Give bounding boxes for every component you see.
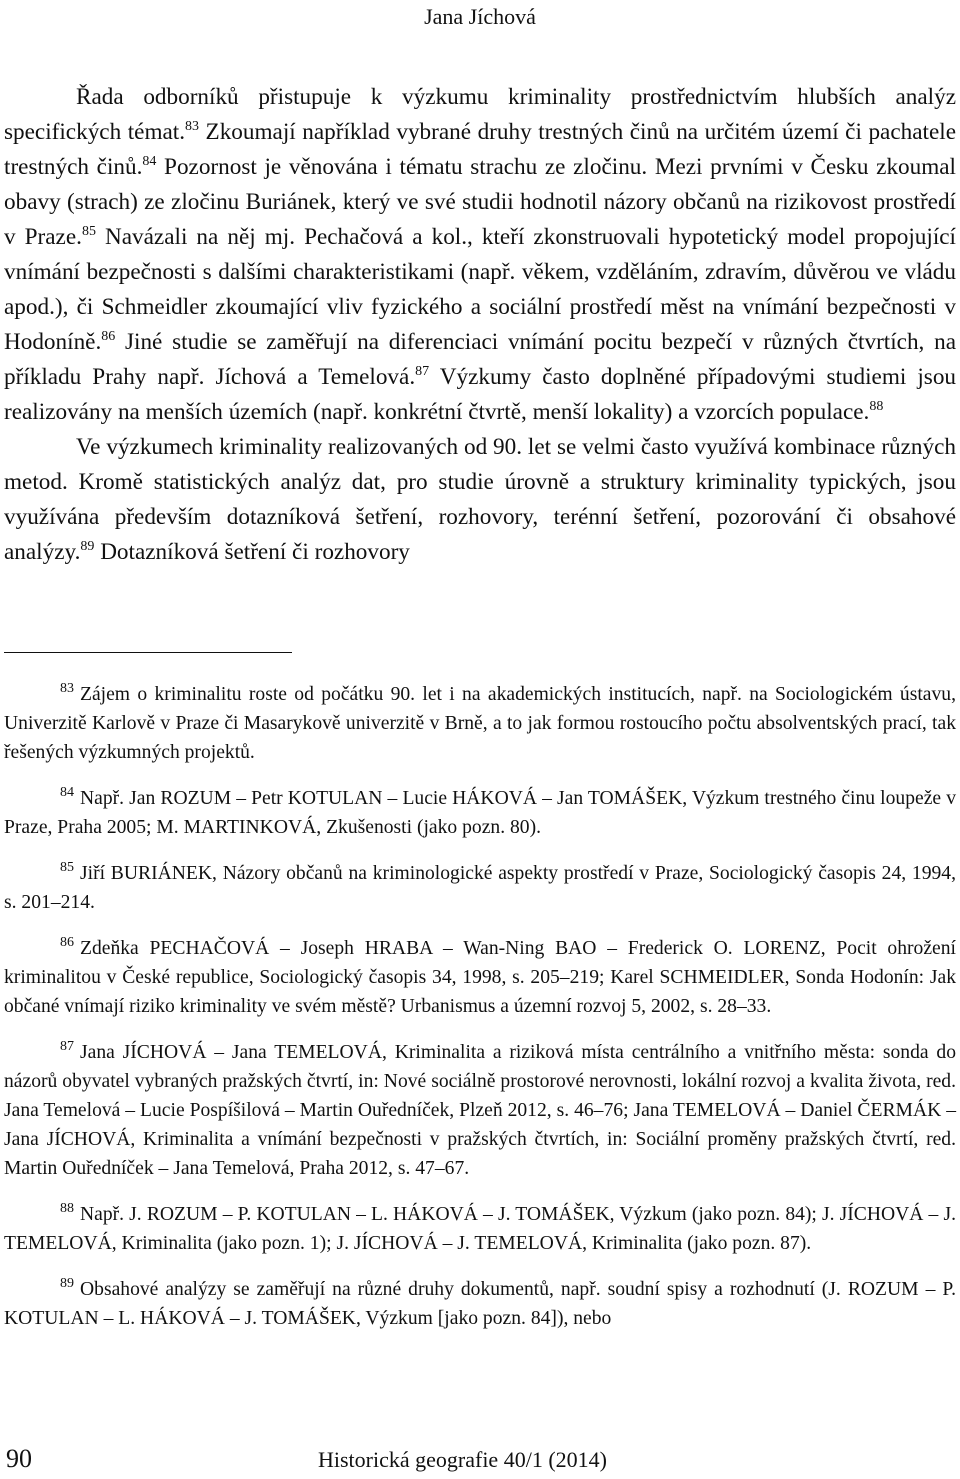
page-footer	[0, 1444, 960, 1476]
footnote-separator	[4, 652, 292, 653]
footnote-text: Zdeňka PECHAČOVÁ – Joseph HRABA – Wan-Ning BAO – Frederick O. LORENZ, Pocit ohrožení kriminalitou v České republice, Sociologický časopis 34, 1998, s. 205–219; Karel SCHMEIDLER, Sonda Hodonín: Jak občané vnímají riziko kriminality ve svém městě? Urbanismus a územní rozvoj 5, 2002, s. 28–33.	[4, 938, 956, 1017]
footnote-84	[4, 784, 956, 842]
footnote-number: 87	[60, 1039, 74, 1054]
footnote-ref-89[interactable]: 89	[80, 539, 95, 554]
footnote-ref-83[interactable]: 83	[185, 119, 200, 134]
footnote-86	[4, 934, 956, 1021]
footnote-ref-86[interactable]: 86	[101, 329, 116, 344]
footnote-number: 83	[60, 681, 74, 696]
footnote-text: Obsahové analýzy se zaměřují na různé druhy dokumentů, např. soudní spisy a rozhodnutí (J. ROZUM – P. KOTULAN – L. HÁKOVÁ – J. TOMÁŠEK, Výzkum [jako pozn. 84]), nebo	[4, 1279, 956, 1329]
footnote-number: 88	[60, 1201, 74, 1216]
footnote-ref-88[interactable]: 88	[869, 399, 884, 414]
footnote-ref-87[interactable]: 87	[415, 364, 430, 379]
footnote-text: Např. Jan ROZUM – Petr KOTULAN – Lucie HÁKOVÁ – Jan TOMÁŠEK, Výzkum trestného činu loupeže v Praze, Praha 2005; M. MARTINKOVÁ, Zkušenosti (jako pozn. 80).	[4, 788, 956, 838]
footnote-text: Jiří BURIÁNEK, Názory občanů na kriminologické aspekty prostředí v Praze, Sociologický časopis 24, 1994, s. 201–214.	[4, 863, 956, 913]
footnote-number: 84	[60, 785, 74, 800]
running-head: Jana Jíchová	[424, 4, 536, 29]
footnote-88	[4, 1200, 956, 1258]
footnote-number: 85	[60, 860, 74, 875]
paragraph-1: Řada odborníků přistupuje k výzkumu kriminality prostřednictvím hlubších analýz specifických témat.$^{83}$ Zkoumají například vybrané druhy trestných činů na určitém území či pachatele trestných činů.$^{84}$ Pozornost je věnována i tématu strachu ze zločinu. Mezi prvními v Česku zkoumal obavy (strach) ze zločinu Buriánek, který ve své studii hodnotil názory občanů na rizikovost prostředí v Praze.$^{85}$ Navázali na něj mj. Pechačová a kol., kteří zkonstruovali hypotetický model propojující vnímání bezpečnosti s dalšími charakteristikami (např. věkem, vzděláním, zdravím, důvěrou ve vládu apod.), či Schmeidler zkoumající vliv fyzického a sociální prostředí měst na vnímání bezpečnosti v Hodoníně.$^{86}$ Jiné studie se zaměřují na diferenciaci vnímání pocitu bezpečí v různých čtvrtích, na příkladu Prahy např. Jíchová a Temelová.$^{87}$ Výzkumy často doplněné případovými studiemi jsou realizovány na menších územích (např. konkrétní čtvrtě, menší lokality) a vzorcích populace.$^{88}$	[4, 84, 957, 425]
footnotes	[4, 680, 956, 1350]
footnote-number: 86	[60, 935, 74, 950]
journal-title: Historická geografie 40/1 (2014)	[318, 1447, 607, 1472]
footnote-text: Zájem o kriminalitu roste od počátku 90. let i na akademických institucích, např. na Sociologickém ústavu, Univerzitě Karlově v Praze či Masarykově univerzitě v Brně, a to jak formou rostoucího počtu absolventských prací, tak řešených výzkumných projektů.	[4, 684, 956, 763]
footnote-85	[4, 859, 956, 917]
footnote-83	[4, 680, 956, 767]
footnote-text: Jana JÍCHOVÁ – Jana TEMELOVÁ, Kriminalita a riziková místa centrálního a vnitřního města: sonda do názorů obyvatel vybraných pražských čtvrtí, in: Nové sociálně prostorové nerovnosti, lokální rozvoj a kvalita života, red. Jana Temelová – Lucie Pospíšilová – Martin Ouředníček, Plzeň 2012, s. 46–76; Jana TEMELOVÁ – Daniel ČERMÁK – Jana JÍCHOVÁ, Kriminalita a vnímání bezpečnosti v pražských čtvrtích, in: Sociální proměny pražských čtvrtí, red. Martin Ouředníček – Jana Temelová, Praha 2012, s. 47–67.	[4, 1042, 956, 1179]
footnote-87	[4, 1038, 956, 1183]
paragraph-2: Ve výzkumech kriminality realizovaných od 90. let se velmi často využívá kombinace různých metod. Kromě statistických analýz dat, pro studie úrovně a struktury kriminality typických, jsou využívána především dotazníková šetření, rozhovory, terénní šetření, pozorování či obsahové analýzy.$^{89}$ Dotazníková šetření či rozhovory	[4, 434, 956, 565]
footnote-ref-85[interactable]: 85	[81, 224, 96, 239]
footnote-89	[4, 1275, 956, 1333]
footnote-number: 89	[60, 1276, 74, 1291]
page-number: 90	[6, 1444, 32, 1473]
main-text	[4, 80, 956, 570]
footnote-ref-84[interactable]: 84	[142, 154, 157, 169]
footnote-text: Např. J. ROZUM – P. KOTULAN – L. HÁKOVÁ – J. TOMÁŠEK, Výzkum (jako pozn. 84); J. JÍCHOVÁ – J. TEMELOVÁ, Kriminalita (jako pozn. 1); J. JÍCHOVÁ – J. TEMELOVÁ, Kriminalita (jako pozn. 87).	[4, 1204, 956, 1254]
